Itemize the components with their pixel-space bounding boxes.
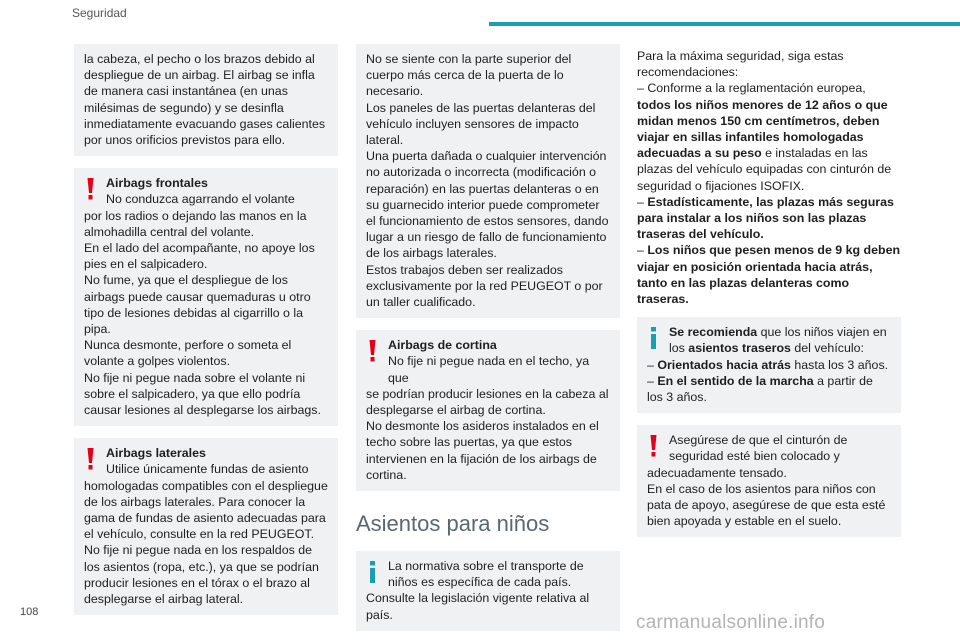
side-sensors-p1: No se siente con la parte superior del cuerpo más cerca de la puerta de lo necesario. [366,52,572,99]
child-regulation-line1: La normativa sobre el transporte de [388,559,584,574]
lateral-airbags-p2: No fije ni pegue nada en los respaldos de los asientos (ropa, etc.), ya que se podrían producir lesiones en el tórax o el brazo al desplegarse el airbag lateral. [84,543,319,607]
frontal-airbags-p5: No fije ni pegue nada sobre el volante ni sobre el salpicadero, ya que ello podría causar lesiones al desplegarse los airbags. [84,370,321,418]
warning-icon [86,448,95,470]
warning-icon [86,178,95,200]
seatbelt-line2: seguridad esté bien colocado y [669,449,840,464]
page-number: 108 [20,606,39,618]
side-sensors-p3: Una puerta dañada o cualquier intervención no autorizada o incorrecta (modificación o reparación) en las puertas delanteras o en su guarnecido interior puede comprometer el funcionamiento de estos sensores, dando lugar a un riesgo de fallo de funcionamiento de los airbags laterales. [366,149,609,261]
watermark: carmanualsonline.info [636,612,826,633]
curtain-airbags-warning [356,330,620,491]
child-regulation-info [356,551,620,631]
seatbelt-p2: En el caso de los asientos para niños con pata de apoyo, asegúrese de que esta esté bien apoyada y estable en el suelo. [647,481,886,529]
curtain-airbags-p2: No desmonte los asideros instalados en el techo sobre las puertas, ya que estos intervienen en la fijación de los airbags de cortina. [366,419,599,482]
frontal-airbags-text: por los radios o dejando las manos en la almohadilla central del volante. [84,208,307,239]
header-accent-bar [489,22,960,26]
seatbelt-text: adecuadamente tensado. [647,465,787,480]
lateral-airbags-line1: Utilice únicamente fundas de asiento [106,462,309,477]
child-regulation-p2: Consulte la legislación vigente relativa al país. [366,591,590,622]
rear-seats-item-1: – Orientados hacia atrás hasta los 3 años. [647,357,889,372]
child-safety-recommendations [637,48,901,307]
rear-seats-info [637,317,901,413]
airbag-intro-box [74,44,338,156]
curtain-airbags-title: Airbags de cortina [388,338,497,353]
airbag-intro-text: la cabeza, el pecho o los brazos debido al despliegue de un airbag. El airbag se infla de manera casi instantánea (en unas milésimas de segundo) y se desinfla inmediatamente evacuando gases calientes por unos orificios previstos para ello. [84,52,326,148]
warning-icon [649,435,658,457]
recommendation-3: – Los niños que pesen menos de 9 kg deben viajar en posición orientada hacia atrás, tanto en las plazas delanteras como traseras. [637,243,901,307]
lateral-airbags-title: Airbags laterales [106,446,206,461]
rear-seats-line2: los asientos traseros del vehículo: [669,341,864,356]
info-icon [368,561,377,583]
lateral-airbags-text: homologadas compatibles con el despliegue de los airbags laterales. Para conocer la gama de fundas de asiento adecuadas para el vehículo, consulte en la red PEUGEOT. [84,478,328,542]
seatbelt-line1: Asegúrese de que el cinturón de [669,433,848,448]
side-sensors-p2: Los paneles de las puertas delanteras del vehículo incluyen sensores de impacto lateral. [366,100,596,148]
section-title: Seguridad [72,6,127,20]
frontal-airbags-title: Airbags frontales [106,176,208,191]
info-icon [649,327,658,349]
side-sensors-box [356,44,620,318]
warning-icon [368,340,377,362]
rear-seats-item-2: – En el sentido de la marcha a partir de los 3 años. [647,373,873,405]
frontal-airbags-line1: No conduzca agarrando el volante [106,192,295,207]
frontal-airbags-p2: En el lado del acompañante, no apoye los pies en el salpicadero. [84,241,315,272]
column-3 [637,44,901,549]
curtain-airbags-text: se podrían producir lesiones en la cabeza al desplegarse el airbag de cortina. [366,386,609,418]
side-sensors-p4: Estos trabajos deben ser realizados exclusivamente por la red PEUGEOT o por un taller cualificado. [366,262,603,310]
child-seats-heading: Asientos para niños [356,511,550,537]
column-1 [74,44,338,627]
recommendation-1: – Conforme a la reglamentación europea, todos los niños menores de 12 años o que midan menos 150 cm centímetros, deben viajar en sillas infantiles homologadas adecuadas a su peso e instaladas en las plazas del vehículo equipadas con cinturón de seguridad o fijaciones ISOFIX. [637,81,892,193]
lateral-airbags-warning [74,438,338,615]
frontal-airbags-p3: No fume, ya que el despliegue de los airbags puede causar quemaduras u otro tipo de lesiones debidas al cigarrillo o la pipa. [84,273,311,337]
column-2 [356,44,620,643]
child-regulation-line2: niños es específica de cada país. [388,575,572,590]
seatbelt-warning [637,425,901,537]
curtain-airbags-line1: No fije ni pegue nada en el techo, ya que [388,354,590,385]
frontal-airbags-p4: Nunca desmonte, perfore o someta el volante a golpes violentos. [84,338,292,369]
recommendations-intro: Para la máxima seguridad, siga estas recomendaciones: [637,49,844,80]
frontal-airbags-warning [74,168,338,426]
rear-seats-line1: Se recomienda que los niños viajen en [669,325,887,340]
recommendation-2: – Estadísticamente, las plazas más seguras para instalar a los niños son las plazas traseras del vehículo. [637,194,894,242]
